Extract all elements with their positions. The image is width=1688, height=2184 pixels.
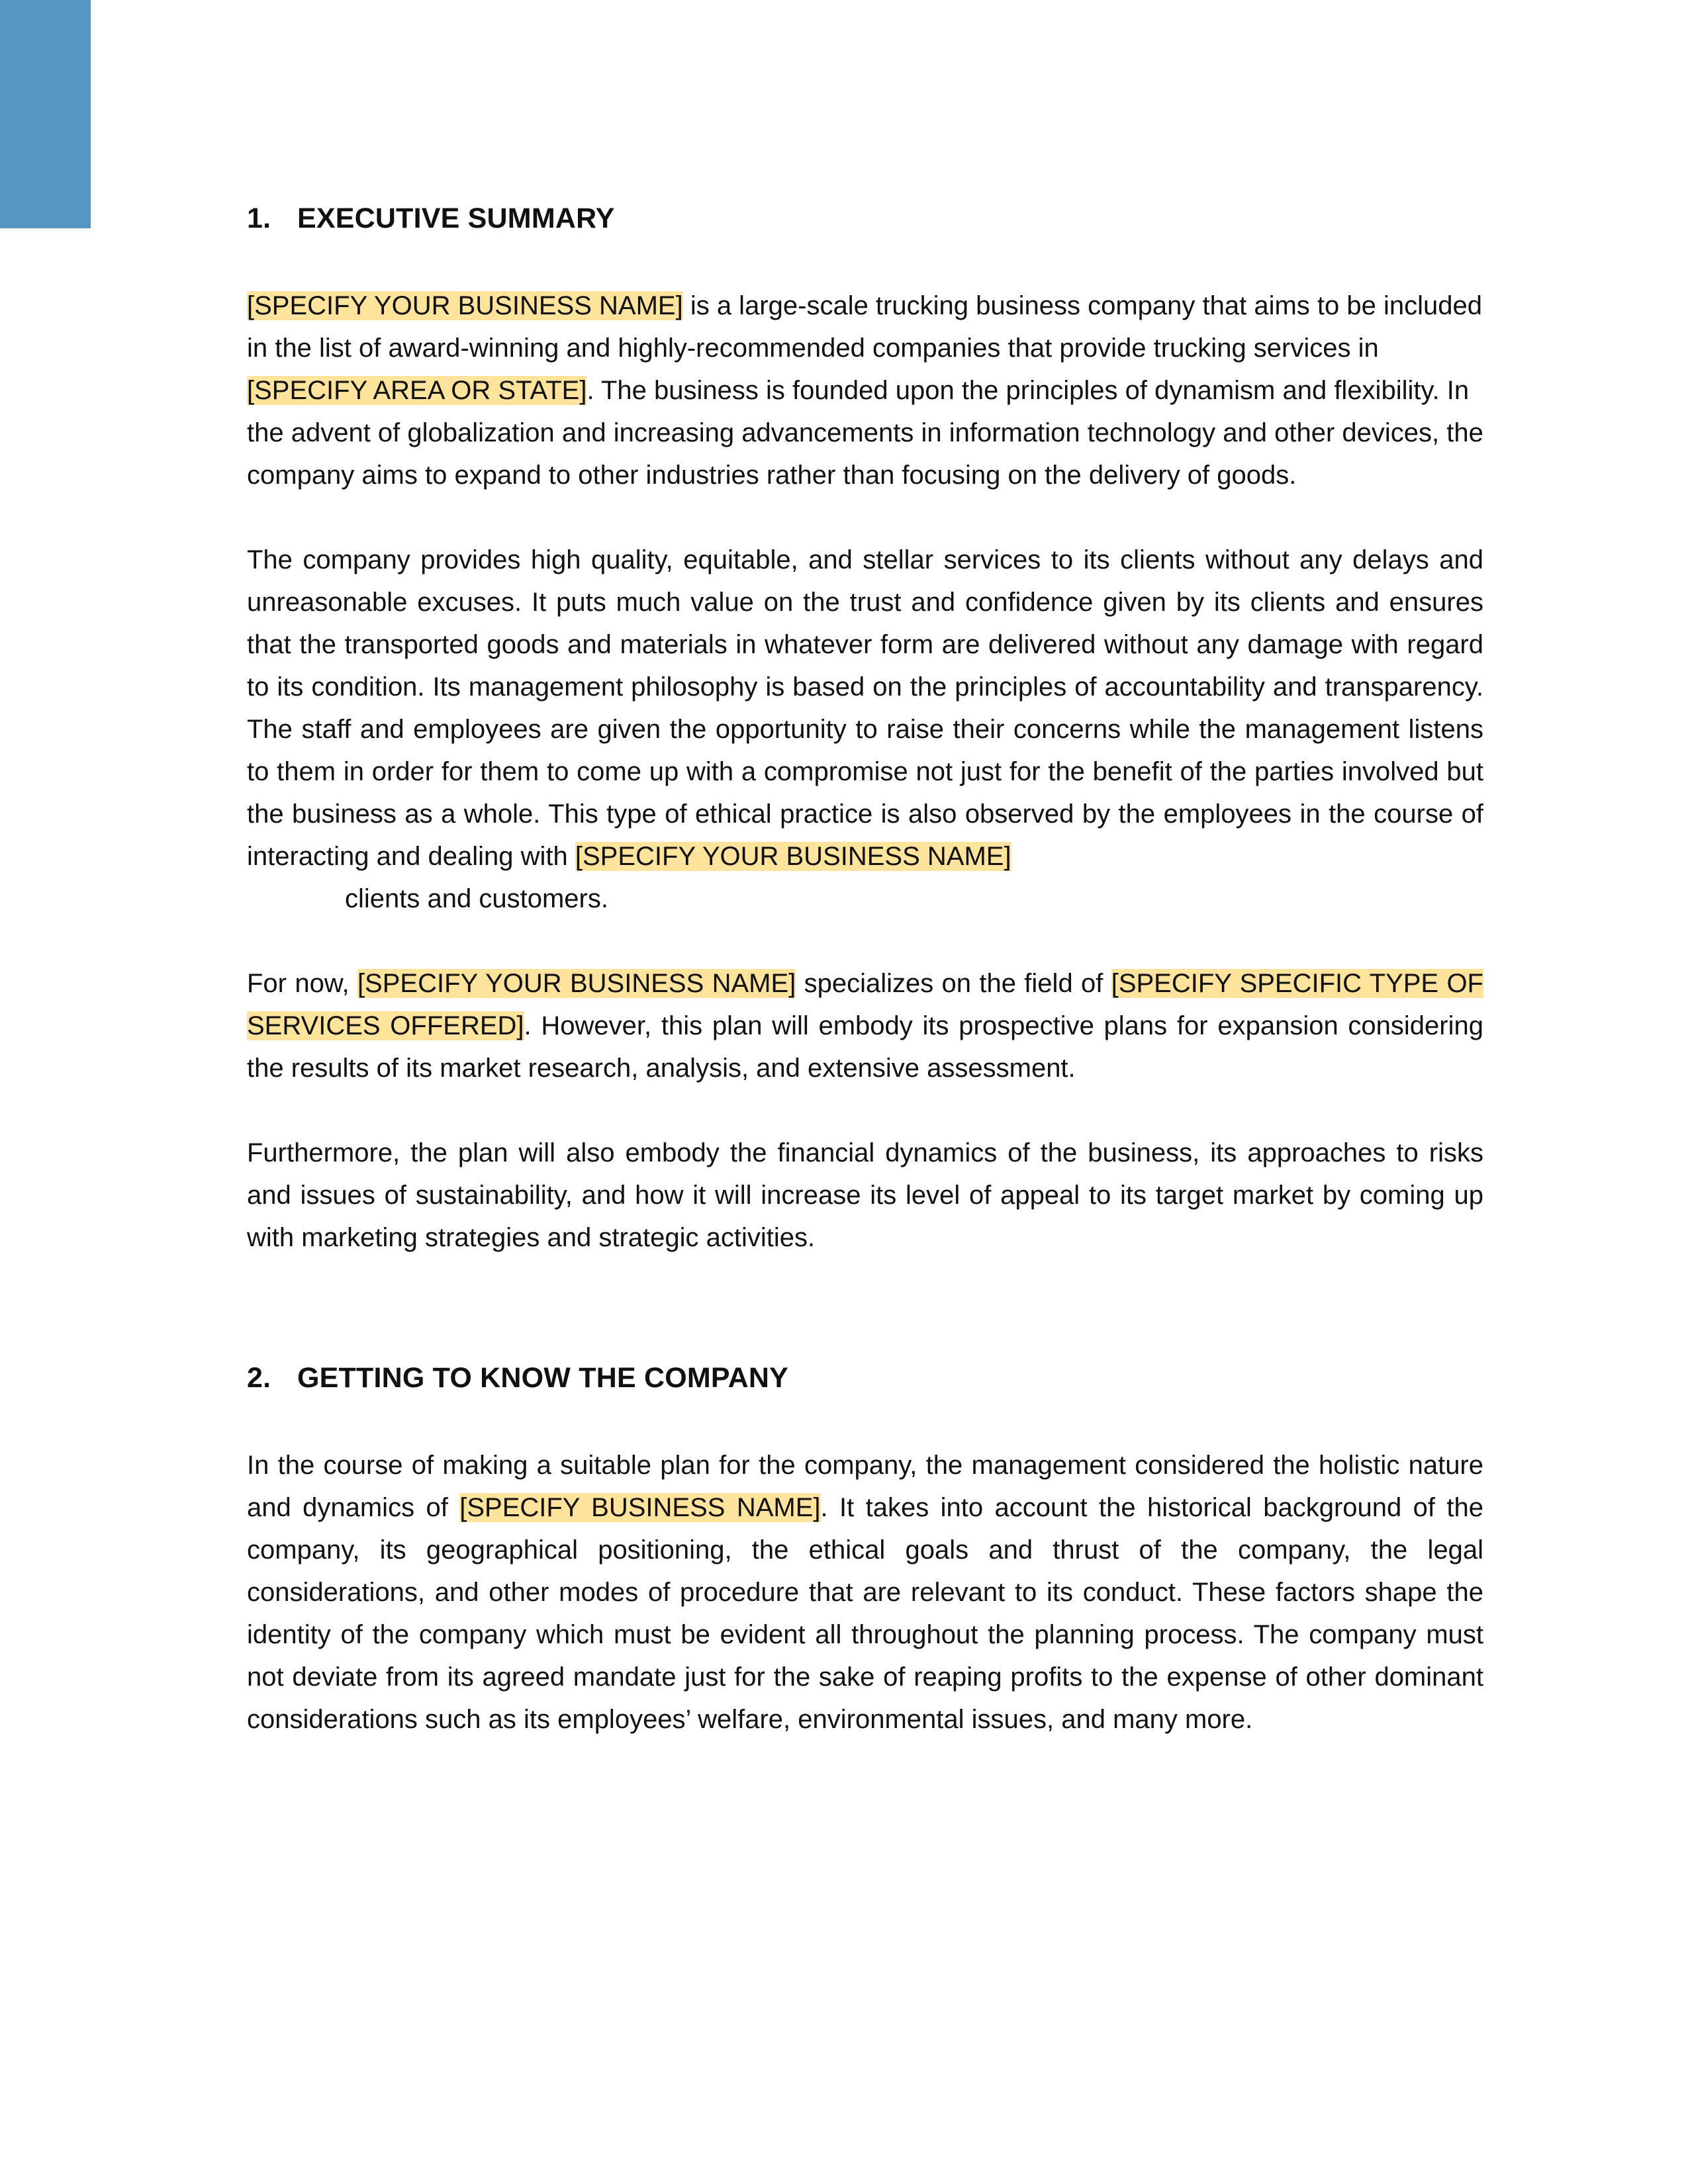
placeholder-business-name: [SPECIFY YOUR BUSINESS NAME] [575, 842, 1011, 871]
paragraph-specialization [247, 962, 1483, 1089]
section-heading-executive-summary [247, 199, 1483, 238]
section-title: GETTING TO KNOW THE COMPANY [297, 1362, 788, 1394]
section-title: EXECUTIVE SUMMARY [297, 203, 615, 234]
section-number: 2. [247, 1362, 271, 1394]
section-heading-getting-to-know [247, 1358, 1483, 1398]
section-number: 1. [247, 203, 271, 234]
paragraph-text: is a large-scale trucking business company that aims to be included in the list of award-winning and highly-recommended companies that provide trucking services in [247, 291, 1482, 363]
paragraph-services [247, 539, 1483, 878]
placeholder-business-name: [SPECIFY BUSINESS NAME] [459, 1493, 821, 1522]
paragraph-services-continued [247, 878, 1483, 920]
placeholder-business-name: [SPECIFY YOUR BUSINESS NAME] [357, 969, 796, 998]
paragraph-text: For now, [247, 969, 357, 998]
placeholder-services-offered: [SPECIFY SPECIFIC TYPE OF SERVICES OFFERED] [247, 969, 1483, 1040]
paragraph-text: . The business is founded upon the principles of dynamism and flexibility. In the advent of globalization and increasing advancements in information technology and other devices, the company aims to expand to other industries rather than focusing on the delivery of goods. [247, 376, 1483, 490]
corner-accent-tab [0, 0, 91, 228]
paragraph-financial [247, 1132, 1483, 1259]
paragraph-text: clients and customers. [345, 884, 608, 913]
paragraph-intro [247, 285, 1483, 496]
paragraph-text: . However, this plan will embody its prospective plans for expansion considering the results of its market research, analysis, and extensive assessment. [247, 1011, 1484, 1083]
placeholder-area-or-state: [SPECIFY AREA OR STATE] [247, 376, 587, 405]
paragraph-text: . It takes into account the historical background of the company, its geographical positioning, the ethical goals and thrust of the company, the legal considerations, and other modes of procedure that are relevant to its conduct. These factors shape the identity of the company which must be evident all throughout the planning process. The company must not deviate from its agreed mandate just for the sake of reaping profits to the expense of other dominant considerations such as its employees’ welfare, environmental issues, and many more. [247, 1493, 1484, 1734]
document-page [247, 199, 1483, 1741]
placeholder-business-name: [SPECIFY YOUR BUSINESS NAME] [247, 291, 683, 320]
paragraph-text: Furthermore, the plan will also embody the financial dynamics of the business, its approaches to risks and issues of sustainability, and how it will increase its level of appeal to its target market by coming up with marketing strategies and strategic activities. [247, 1138, 1483, 1252]
paragraph-text: The company provides high quality, equitable, and stellar services to its clients without any delays and unreasonable excuses. It puts much value on the trust and confidence given by its clients and ensures that the transported goods and materials in whatever form are delivered without any damage with regard to its condition. Its management philosophy is based on the principles of accountability and transparency. The staff and employees are given the opportunity to raise their concerns while the management listens to them in order for them to come up with a compromise not just for the benefit of the parties involved but the business as a whole. This type of ethical practice is also observed by the employees in the course of interacting and dealing with [247, 545, 1483, 871]
paragraph-text: specializes on the field of [796, 969, 1111, 998]
paragraph-text: In the course of making a suitable plan for the company, the management considered the holistic nature and dynamics of [247, 1451, 1483, 1522]
paragraph-company-overview [247, 1444, 1483, 1741]
